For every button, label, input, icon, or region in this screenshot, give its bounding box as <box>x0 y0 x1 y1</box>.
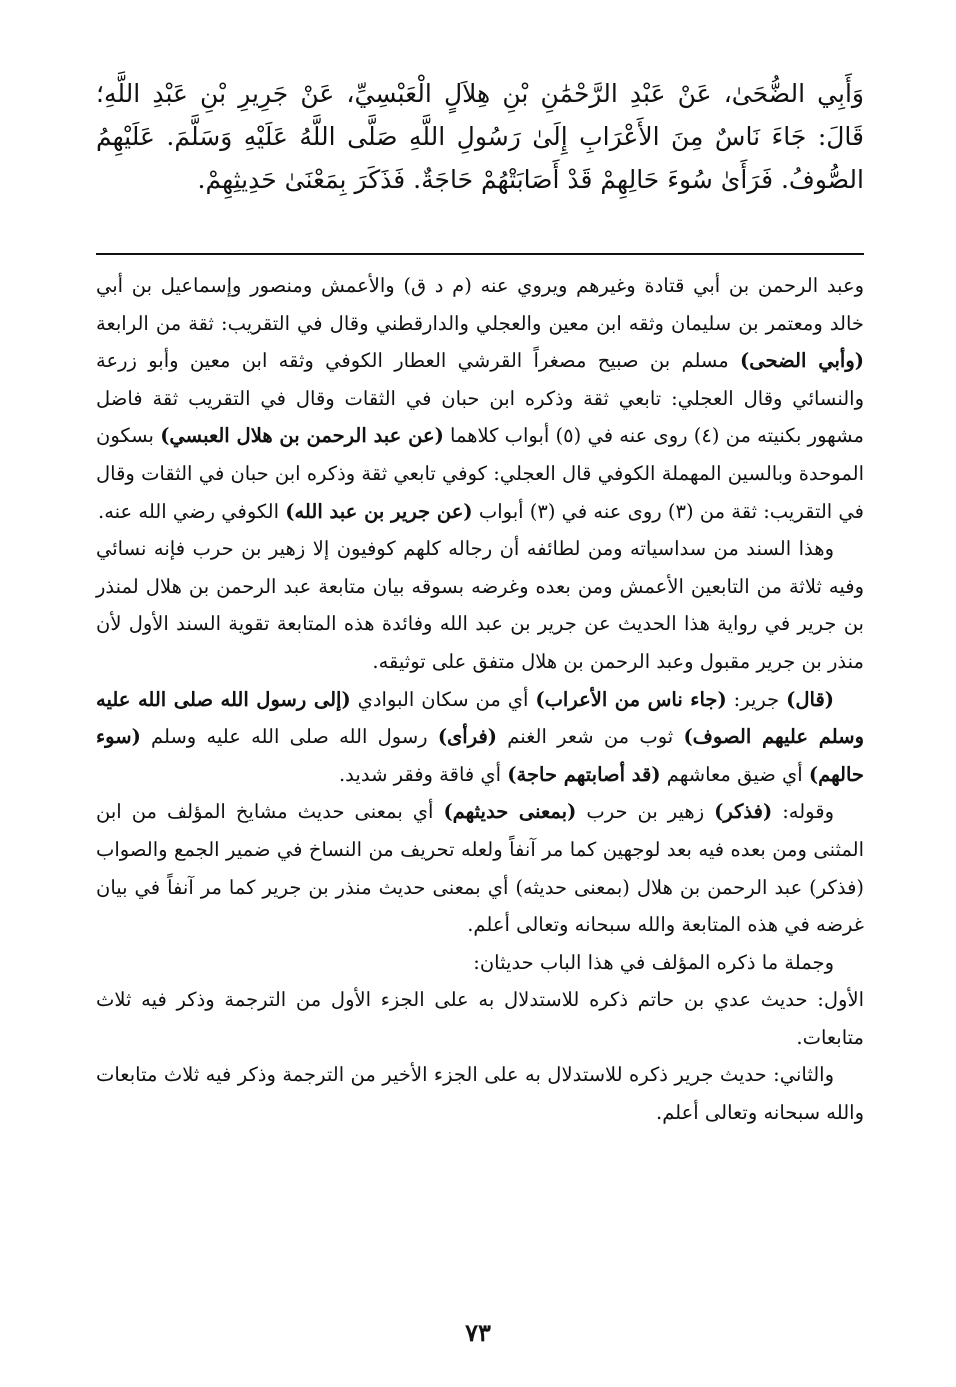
quoted-phrase: (وأبي الضحى) <box>740 349 864 373</box>
footnote-divider <box>96 253 864 255</box>
commentary-text: وقوله: <box>772 800 834 824</box>
commentary-paragraph-narrators <box>96 267 864 530</box>
commentary-text: أي ضيق معاشهم <box>660 762 809 786</box>
commentary-paragraph-second: والثاني: حديث جرير ذكره للاستدلال به على الجزء الأخير من الترجمة وذكر فيه ثلاث متابعات والله سبحانه وتعالى أعلم. <box>96 1063 864 1125</box>
commentary-text: أي من سكان البوادي <box>350 687 536 711</box>
quoted-phrase: (عن عبد الرحمن بن هلال العبسي) <box>160 424 444 448</box>
quoted-phrase: (سوء حالهم) <box>96 725 864 786</box>
quoted-phrase: (فذكر) <box>714 800 773 824</box>
quoted-phrase: (قد أصابتهم حاجة) <box>507 762 661 786</box>
quoted-phrase: (إلى رسول الله صلى الله عليه وسلم عليهم الصوف) <box>96 687 864 749</box>
commentary-text: جرير: <box>726 687 787 711</box>
commentary-paragraph-chain: وهذا السند من سداسياته ومن لطائفه أن رجاله كلهم كوفيون إلا زهير بن حرب فإنه نسائي وفيه ثلاثة من التابعين الأعمش ومن بعده وغرضه بسوقه بيان متابعة عبد الرحمن بن هلال لمنذر بن جرير في رواية هذا الحديث عن جرير بن عبد الله وفائدة هذه المتابعة تقوية السند الأول لأن منذر بن جرير مقبول وعبد الرحمن بن هلال متفق على توثيقه. <box>96 537 864 673</box>
quoted-phrase: (بمعنى حديثهم) <box>443 800 577 824</box>
commentary-paragraph-explanation <box>96 681 864 794</box>
commentary-text: أي بمعنى حديث مشايخ المؤلف من ابن المثنى ومن بعده فيه بعد لوجهين كما مر آنفاً ولعله تحريف من النساخ في ضمير الجمع والصواب (فذكر) عبد الرحمن بن هلال (بمعنى حديثه) أي بمعنى حديث منذر بن جرير كما مر آنفاً في بيان غرضه في هذه المتابعة والله سبحانه وتعالى أعلم. <box>96 800 864 937</box>
commentary-text: ثوب من شعر الغنم <box>497 725 684 749</box>
commentary-text: مسلم بن صبيح مصغراً القرشي العطار الكوفي وثقه ابن معين وأبو زرعة والنسائي وقال العجلي: تابعي ثقة وذكره ابن حبان في الثقات وقال في التقريب ثقة فاضل مشهور بكنيته من (٤) روى عنه في (٥) أبواب كلاهما <box>96 349 864 448</box>
commentary-text: زهير بن حرب <box>576 800 715 824</box>
commentary-paragraph-first: الأول: حديث عدي بن حاتم ذكره للاستدلال به على الجزء الأول من الترجمة وذكر فيه ثلاث متابعات. <box>96 988 864 1049</box>
page-body <box>96 72 864 1132</box>
commentary-text: وعبد الرحمن بن أبي قتادة وغيرهم ويروي عنه (م د ق) والأعمش ومنصور وإسماعيل بن أبي خالد ومعتمر بن سليمان وثقه ابن معين والعجلي والدارقطني وقال في التقريب: ثقة من الرابعة <box>96 274 864 335</box>
commentary-text: الكوفي رضي الله عنه. <box>98 499 286 523</box>
commentary-section <box>96 267 864 1132</box>
quoted-phrase: (عن جرير بن عبد الله) <box>285 499 473 523</box>
quoted-phrase: (قال) <box>786 687 835 711</box>
commentary-paragraph-remark <box>96 793 864 943</box>
commentary-text: بسكون الموحدة وبالسين المهملة الكوفي قال العجلي: كوفي تابعي ثقة وذكره ابن حبان في الثقات وقال في التقريب: ثقة من (٣) روى عنه في (٣) أبواب <box>96 424 864 523</box>
hadith-text: وَأَبِي الضُّحَىٰ، عَنْ عَبْدِ الرَّحْمَٰنِ بْنِ هِلاَلٍ الْعَبْسِيِّ، عَنْ جَرِيرِ بْنِ عَبْدِ اللَّهِ؛ قَالَ: جَاءَ نَاسٌ مِنَ الأَعْرَابِ إِلَىٰ رَسُولِ اللَّهِ صَلَّى اللَّهُ عَلَيْهِ وَسَلَّمَ. عَلَيْهِمُ الصُّوفُ. فَرَأَىٰ سُوءَ حَالِهِمْ قَدْ أَصَابَتْهُمْ حَاجَةٌ. فَذَكَرَ بِمَعْنَىٰ حَدِيثِهِمْ. <box>96 79 864 194</box>
commentary-text: رسول الله صلى الله عليه وسلم <box>140 725 438 749</box>
page-number: ٧٣ <box>465 1318 491 1347</box>
quoted-phrase: (جاء ناس من الأعراب) <box>535 687 727 711</box>
quoted-phrase: (فرأى) <box>437 725 498 749</box>
commentary-text: أي فاقة وفقر شديد. <box>338 762 508 786</box>
commentary-paragraph-summary: وجملة ما ذكره المؤلف في هذا الباب حديثان: <box>473 950 834 974</box>
